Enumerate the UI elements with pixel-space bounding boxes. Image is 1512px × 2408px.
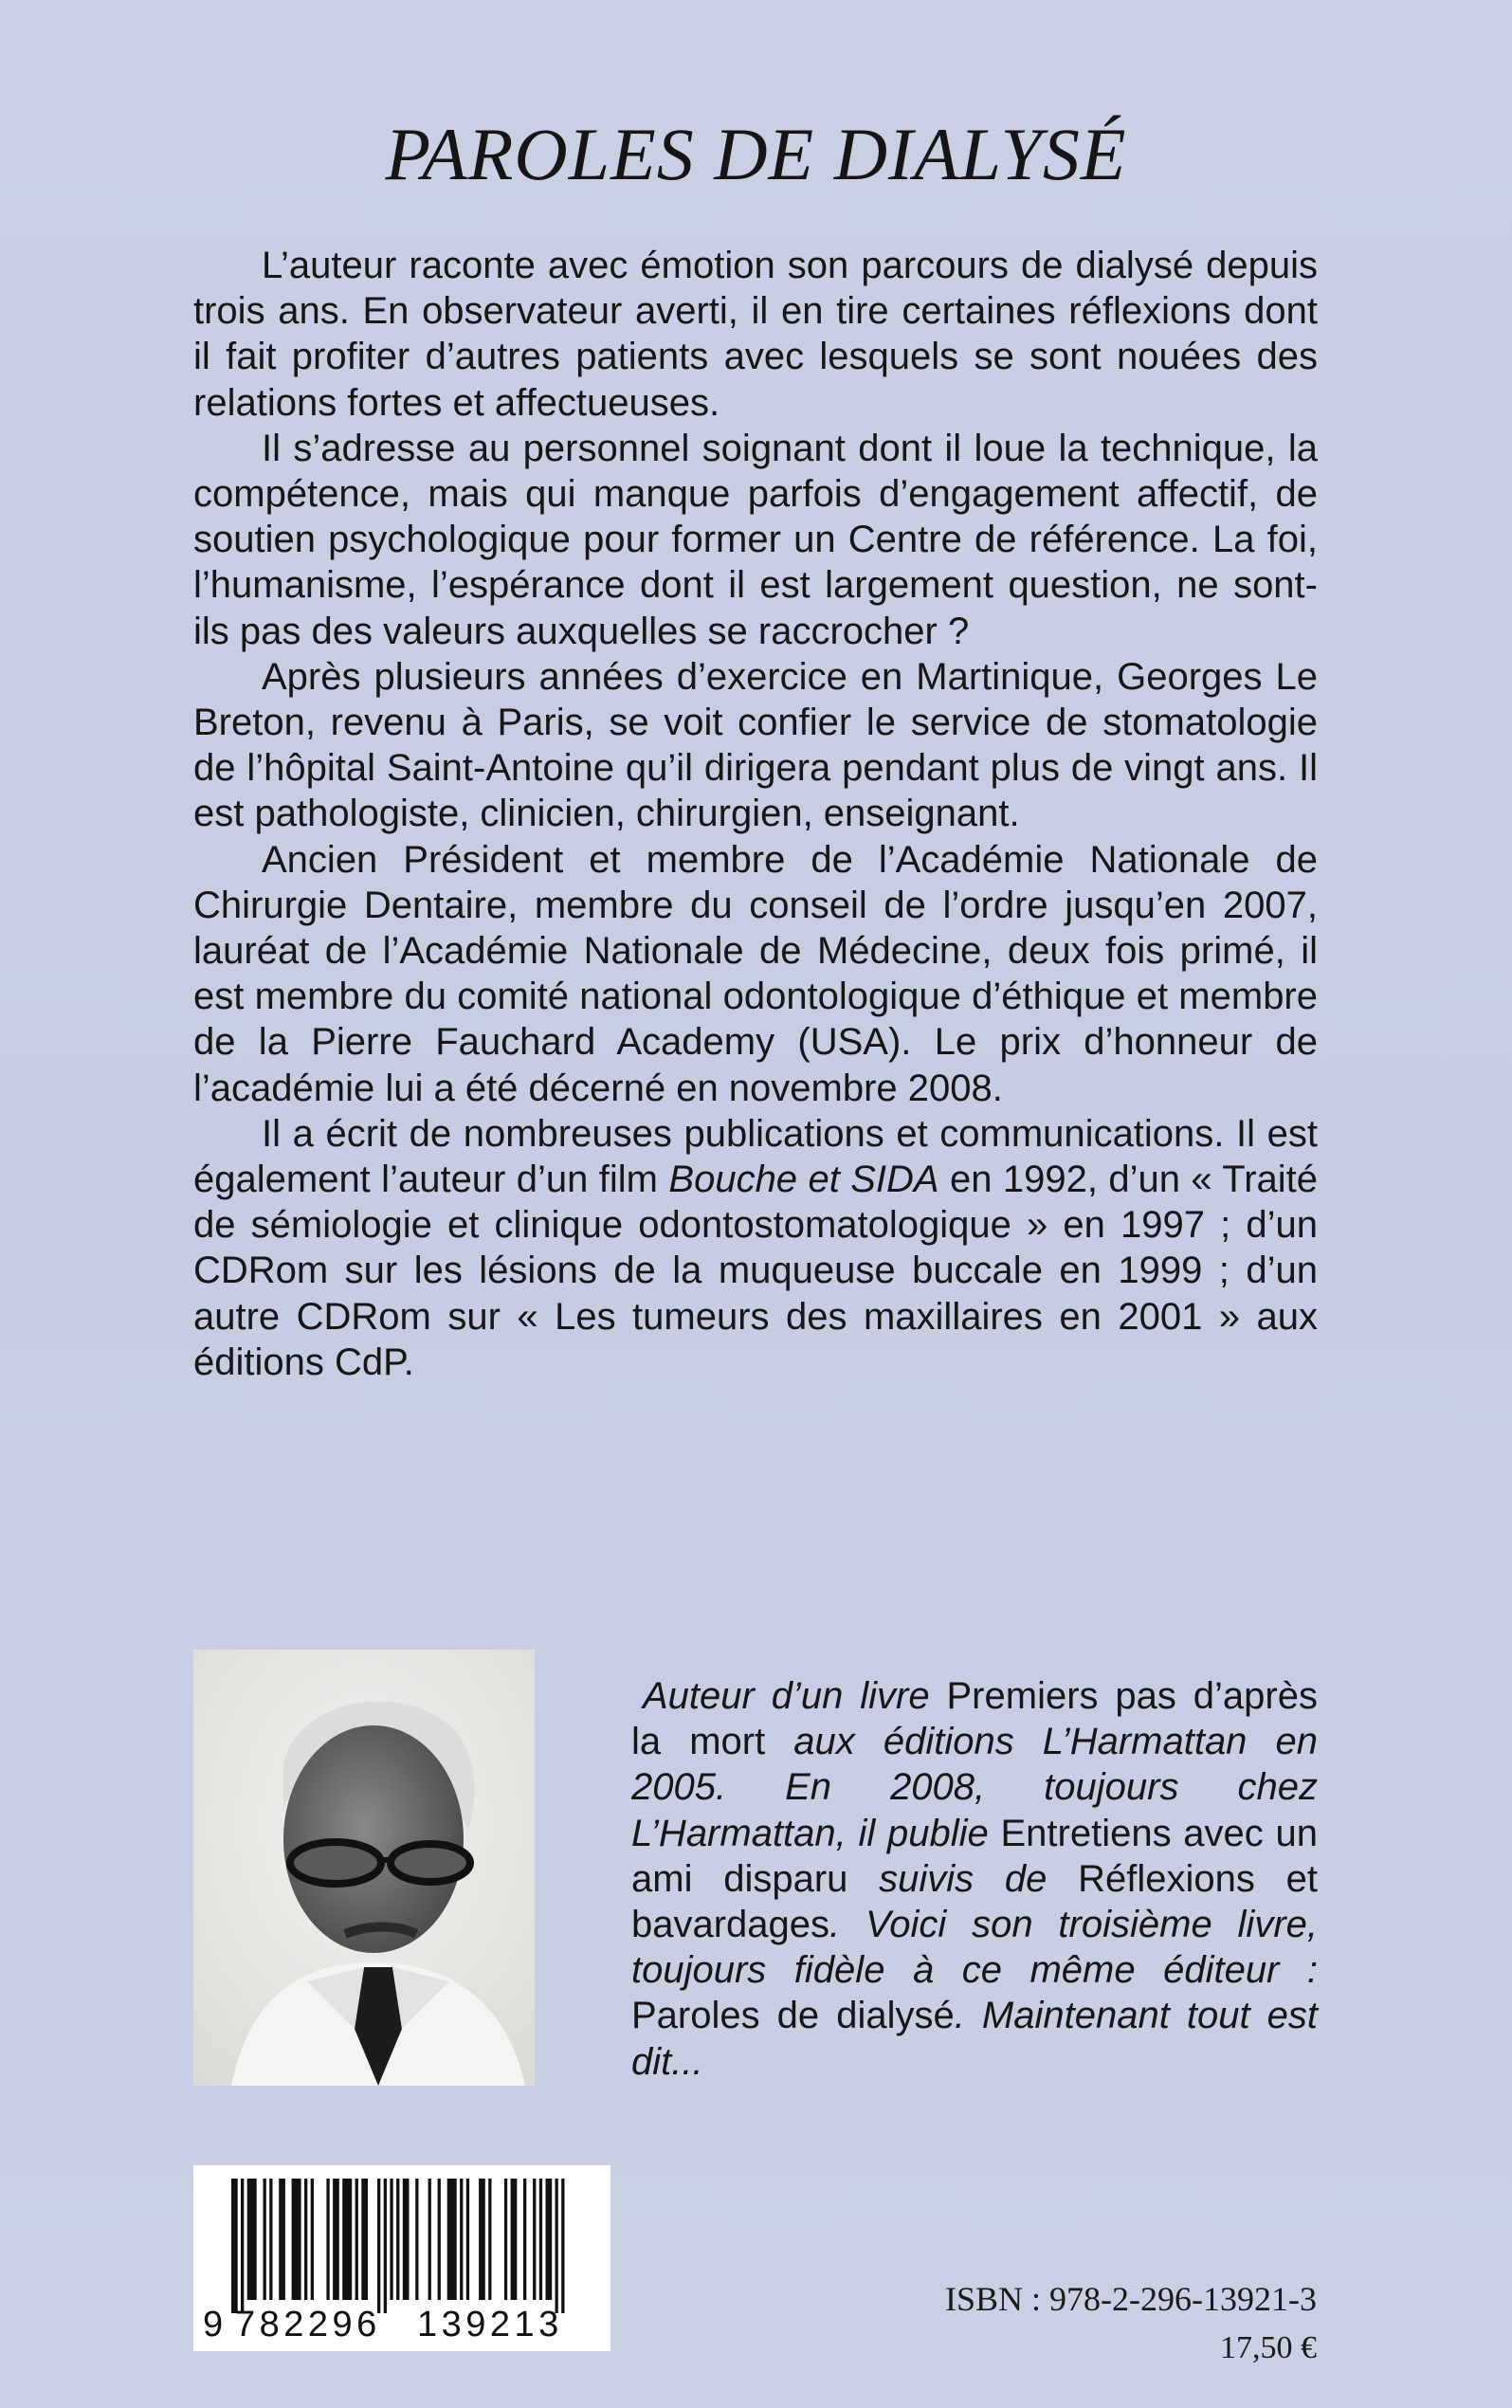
book-title-paroles: Paroles de dialysé [631,1995,955,2037]
paragraph-text: en 1992, d’un « Traité de sémiologie et clinique odontostomatologique » en 1997 ; d’un CDRom sur les lésions de la muqueuse buccale en 1999 ; d’un autre CDRom sur « Les tumeurs des maxillaires en 2001 » aux éditions CdP. [193,1158,1319,1383]
blurb-paragraph: Ancien Président et membre de l’Académie Nationale de Chirurgie Dentaire, membre du conseil de l’ordre jusqu’en 2007, lauréat de l’Académie Nationale de Médecine, deux fois primé, il est membre du comité national odontologique d’éthique et membre de la Pierre Fauchard Academy (USA). Le prix d’honneur de l’académie lui a été décerné en novembre 2008. [193,838,1318,1109]
barcode-bar [264,2179,266,2300]
barcode-bar [304,2179,307,2300]
barcode-bar [403,2179,410,2300]
bio-paragraph [631,1673,1318,2085]
barcode-group-right: 139213 [417,2305,563,2344]
barcode-bar [342,2179,352,2300]
barcode-bar [292,2179,301,2300]
barcode-bar [390,2179,392,2300]
bio-text: suivis de [847,1857,1079,1900]
price: 17,50 € [1220,2330,1317,2365]
book-title-reflexions: Réflexions et bavardages [631,1857,1318,1946]
book-title: PAROLES DE DIALYSÉ [385,113,1127,195]
barcode-bar [488,2179,491,2300]
barcode-bar [279,2179,285,2300]
bio-text: Auteur d’un livre [643,1675,947,1717]
book-title-entretiens: Entretiens avec un ami disparu [631,1812,1318,1900]
barcode-bar [556,2179,558,2313]
barcode-bar [533,2179,536,2300]
barcode-bar [479,2179,485,2300]
barcode-bar [428,2179,431,2300]
barcode-bar [333,2179,339,2300]
barcode-bar [415,2179,418,2300]
bio-text: . Maintenant tout est dit... [631,1995,1318,2083]
blurb-paragraph: Il s’adresse au personnel soignant dont il loue la technique, la compétence, mais qui manque parfois d’engagement affectif, de soutien psychologique pour former un Centre de référence. La foi, l’humanisme, l’espérance dont il est largement question, ne sont-ils pas des valeurs auxquelles se raccrocher ? [193,427,1318,652]
barcode-bar [311,2179,314,2300]
blurb-paragraph: Après plusieurs années d’exercice en Martinique, Georges Le Breton, revenu à Paris, se voit confier le service de stomatologie de l’hôpital Saint-Antoine qu’il dirigera pendant plus de vingt ans. Il est pathologiste, clinicien, chirurgien, enseignant. [193,655,1318,835]
isbn-number: ISBN : 978-2-296-13921-3 [945,2280,1317,2318]
bio-text: . Voici son troisième livre, toujours fidèle à ce même éditeur : [631,1904,1318,1992]
barcode-bar [438,2179,441,2300]
book-title-premiers-pas: Premiers pas d’après la mort [631,1675,1318,1763]
author-bio [631,1673,1318,2085]
barcode-bar [561,2179,564,2313]
barcode-bar [460,2179,463,2300]
blurb-text [193,243,1318,1385]
barcode-bar [247,2179,257,2300]
barcode-bar [355,2179,358,2300]
barcode-bar [241,2179,244,2313]
blurb-paragraph: L’auteur raconte avec émotion son parcours de dialysé depuis trois ans. En observateur averti, il en tire certaines réflexions dont il fait profiter d’autres patients avec lesquels se sont nouées des relations fortes et affectueuses. [193,245,1318,424]
barcode-bar [546,2179,553,2300]
film-title: Bouche et SIDA [668,1158,939,1201]
barcode-bar [231,2179,238,2313]
barcode-bar [523,2179,526,2300]
barcode-lead-digit: 9 [203,2305,228,2344]
bio-text: aux éditions L’Harmattan en 2005. En 2008, toujours chez L’Harmattan, il publie [631,1721,1318,1854]
barcode-bar [384,2179,387,2313]
blurb-paragraph [193,1111,1318,1385]
barcode-group-left: 782296 [235,2305,381,2344]
author-photo [193,1650,535,2086]
barcode-bar [539,2179,542,2300]
barcode-bar [326,2179,329,2300]
barcode-bar [361,2179,368,2300]
paragraph-text: Il a écrit de nombreuses publications et communications. Il est également l’auteur d’un film [193,1112,1318,1201]
barcode-bar [511,2179,518,2300]
barcode-bar [504,2179,507,2300]
barcode-bar [396,2179,399,2300]
barcode-bar [377,2179,380,2313]
barcode-bar [269,2179,272,2300]
barcode [193,2165,610,2351]
barcode-bar [447,2179,457,2300]
barcode-bar [466,2179,469,2300]
